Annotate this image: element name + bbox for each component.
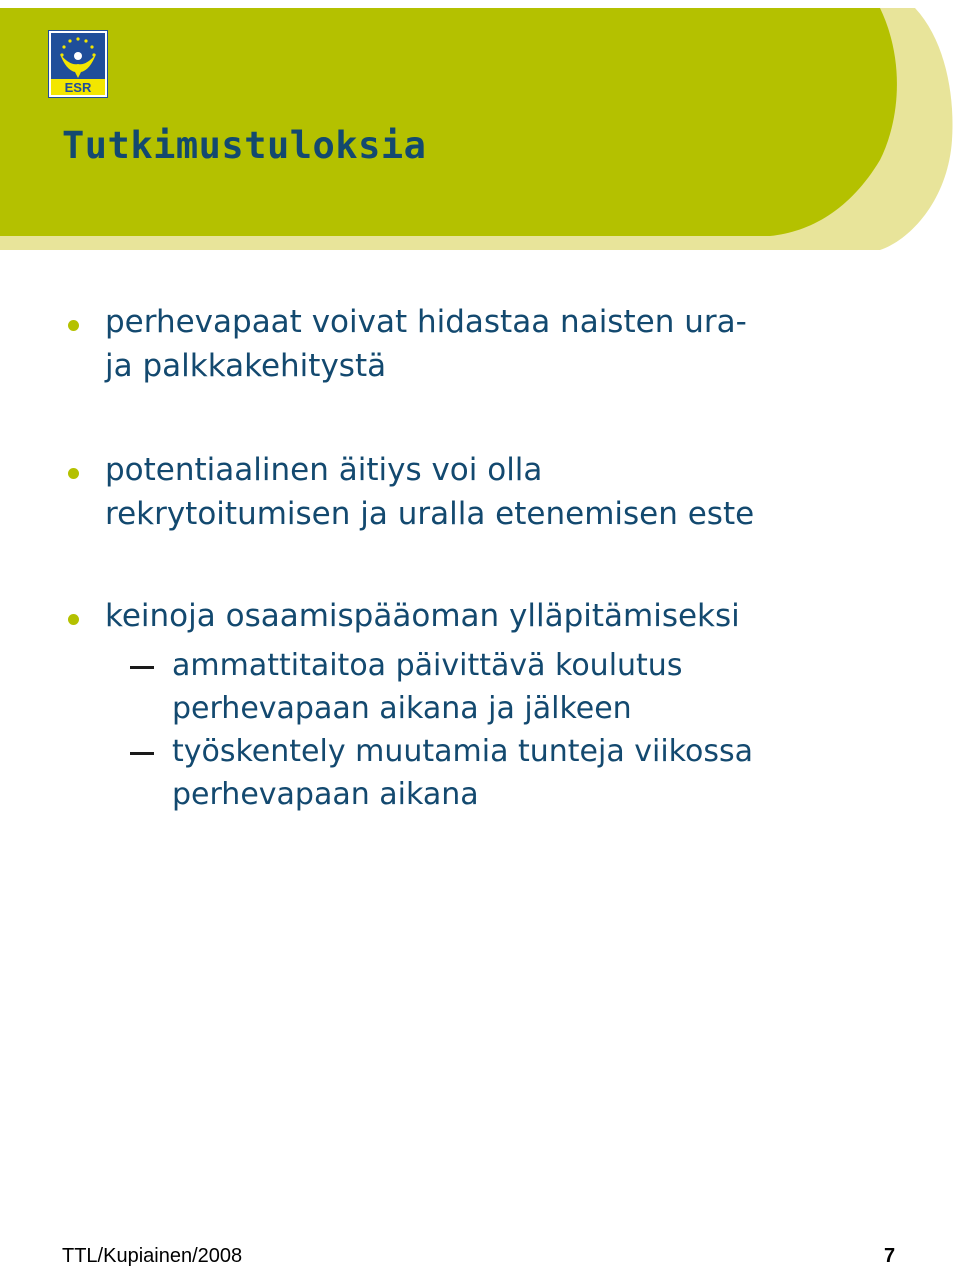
page-number: 7 [884, 1245, 896, 1267]
bullet-dot-icon [68, 614, 79, 625]
svg-text:ESR: ESR [64, 80, 92, 95]
dash-icon [130, 752, 154, 755]
slide-title: Tutkimustuloksia [62, 124, 427, 167]
footer-author: TTL/Kupiainen/2008 [62, 1245, 243, 1267]
sub-bullet-text: ammattitaitoa päivittävä koulutus perhevapaan aikana ja jälkeen [172, 648, 683, 726]
sub-bullet-text: työskentely muutamia tunteja viikossa perhevapaan aikana [172, 734, 753, 812]
dash-icon [130, 666, 154, 669]
esr-logo [48, 30, 108, 98]
esr-logo-icon [48, 30, 108, 98]
bullet-text: keinoja osaamispääoman ylläpitämiseksi [105, 598, 740, 634]
header-band-green [0, 8, 897, 236]
bullet-dot-icon [68, 320, 79, 331]
bullet-text: perhevapaat voivat hidastaa naisten ura- ja palkkakehitystä [105, 304, 747, 384]
bullet-text: potentiaalinen äitiys voi olla rekrytoitumisen ja uralla etenemisen este [105, 452, 755, 532]
bullet-dot-icon [68, 468, 79, 479]
